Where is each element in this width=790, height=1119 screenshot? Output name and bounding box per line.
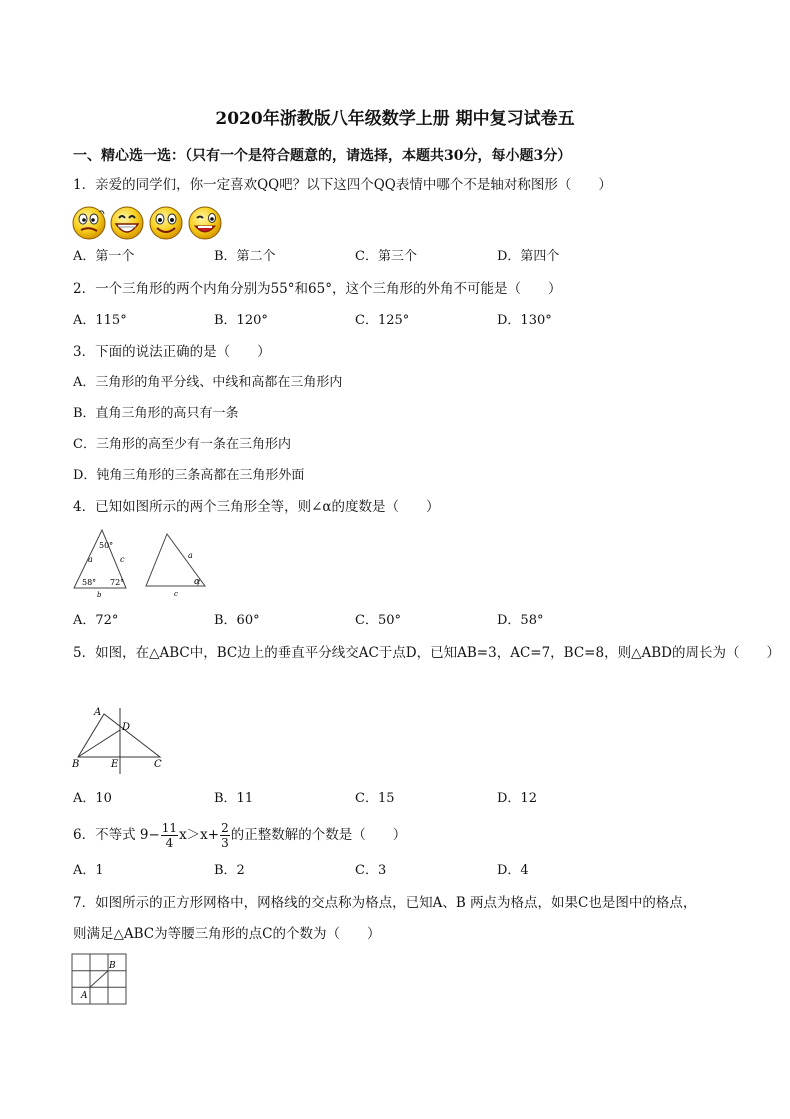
question-6-stem: [73, 818, 406, 852]
fig4-angle-left: 58°: [82, 578, 97, 587]
q4-option-a: A．72°: [73, 613, 119, 628]
fig7-label-B: B: [109, 961, 116, 971]
q1-option-c: C．第三个: [355, 249, 417, 264]
question-3-stem: 3．下面的说法正确的是（ ）: [73, 344, 271, 360]
perpendicular-bisector-figure: [68, 704, 168, 778]
fig7-label-A: A: [81, 991, 88, 1001]
q3-option-b: B．直角三角形的高只有一条: [73, 406, 239, 421]
page-title: 2020年浙教版八年级数学上册 期中复习试卷五: [215, 109, 575, 129]
q5-option-d: D．12: [497, 791, 537, 806]
q6-fraction-2: $\frac{2}{3}$: [221, 821, 229, 850]
q6-option-b: B．2: [214, 863, 245, 878]
q6-middle: x＞x+: [179, 827, 220, 843]
q1-option-b: B．第二个: [214, 249, 276, 264]
qq-face-3-icon: [150, 207, 182, 239]
q3-option-d: D．钝角三角形的三条高都在三角形外面: [73, 468, 305, 483]
q3-option-a: A．三角形的角平分线、中线和高都在三角形内: [73, 375, 343, 390]
fig5-label-B: B: [72, 759, 80, 770]
fig4-right-label-c: c: [174, 590, 178, 598]
qq-face-1-icon: [73, 207, 105, 239]
fig4-right-label-a: a: [188, 551, 193, 560]
q5-option-b: B．11: [214, 791, 254, 806]
q2-option-a: A．115°: [73, 313, 127, 328]
fig4-angle-right: 72°: [110, 578, 125, 587]
fig5-label-A: A: [94, 707, 102, 718]
section-heading: 一、精心选一选：（只有一个是符合题意的，请选择，本题共30分，每小题3分）: [73, 148, 572, 164]
fig5-label-E: E: [111, 759, 119, 770]
fig4-label-c: c: [120, 555, 125, 564]
fig4-angle-top: 50°: [99, 541, 114, 550]
q6-prefix: 6．不等式 9−: [73, 827, 160, 843]
q1-option-a: A．第一个: [73, 249, 135, 264]
q4-option-b: B．60°: [214, 613, 260, 628]
q3-option-c: C．三角形的高至少有一条在三角形内: [73, 437, 291, 452]
q2-option-d: D．130°: [497, 313, 552, 328]
q6-option-d: D．4: [497, 863, 529, 878]
qq-face-4-icon: [189, 207, 221, 239]
q1-option-d: D．第四个: [497, 249, 560, 264]
question-7-stem-line-1: 7．如图所示的正方形网格中，网格线的交点称为格点，已知A、B 两点为格点，如果C也是图中的格点，: [73, 895, 697, 911]
q6-fraction-1: $\frac{11}{4}$: [161, 821, 178, 850]
q6-suffix: 的正整数解的个数是（ ）: [230, 827, 407, 843]
question-2-stem: 2．一个三角形的两个内角分别为55°和65°，这个三角形的外角不可能是（ ）: [73, 281, 562, 297]
fig4-label-b: b: [97, 591, 102, 598]
q2-option-b: B．120°: [214, 313, 268, 328]
q6-option-a: A．1: [73, 863, 104, 878]
q4-option-d: D．58°: [497, 613, 544, 628]
q5-option-a: A．10: [73, 791, 112, 806]
q2-option-c: C．125°: [355, 313, 410, 328]
qq-face-2-icon: [111, 207, 143, 239]
question-5-stem: 5．如图，在△ABC中，BC边上的垂直平分线交AC于点D，已知AB=3，AC=7，BC=8，则△ABD的周长为（ ）: [73, 645, 780, 661]
fig4-label-a: a: [88, 555, 93, 564]
question-1-stem: 1．亲爱的同学们，你一定喜欢QQ吧？以下这四个QQ表情中哪个不是轴对称图形（ ）: [73, 177, 612, 193]
qq-emoticons-figure: [71, 204, 231, 246]
q4-option-c: C．50°: [355, 613, 401, 628]
q6-option-c: C．3: [355, 863, 387, 878]
fig5-label-D: D: [122, 722, 131, 733]
fig5-label-C: C: [154, 759, 162, 770]
congruent-triangles-figure: [70, 526, 215, 602]
question-7-stem-line-2: 则满足△ABC为等腰三角形的点C的个数为（ ）: [73, 926, 381, 942]
q5-option-c: C．15: [355, 791, 395, 806]
question-4-stem: 4．已知如图所示的两个三角形全等，则∠α的度数是（ ）: [73, 499, 440, 515]
square-grid-figure: [71, 953, 129, 1011]
fig4-alpha-label: α: [194, 577, 201, 587]
